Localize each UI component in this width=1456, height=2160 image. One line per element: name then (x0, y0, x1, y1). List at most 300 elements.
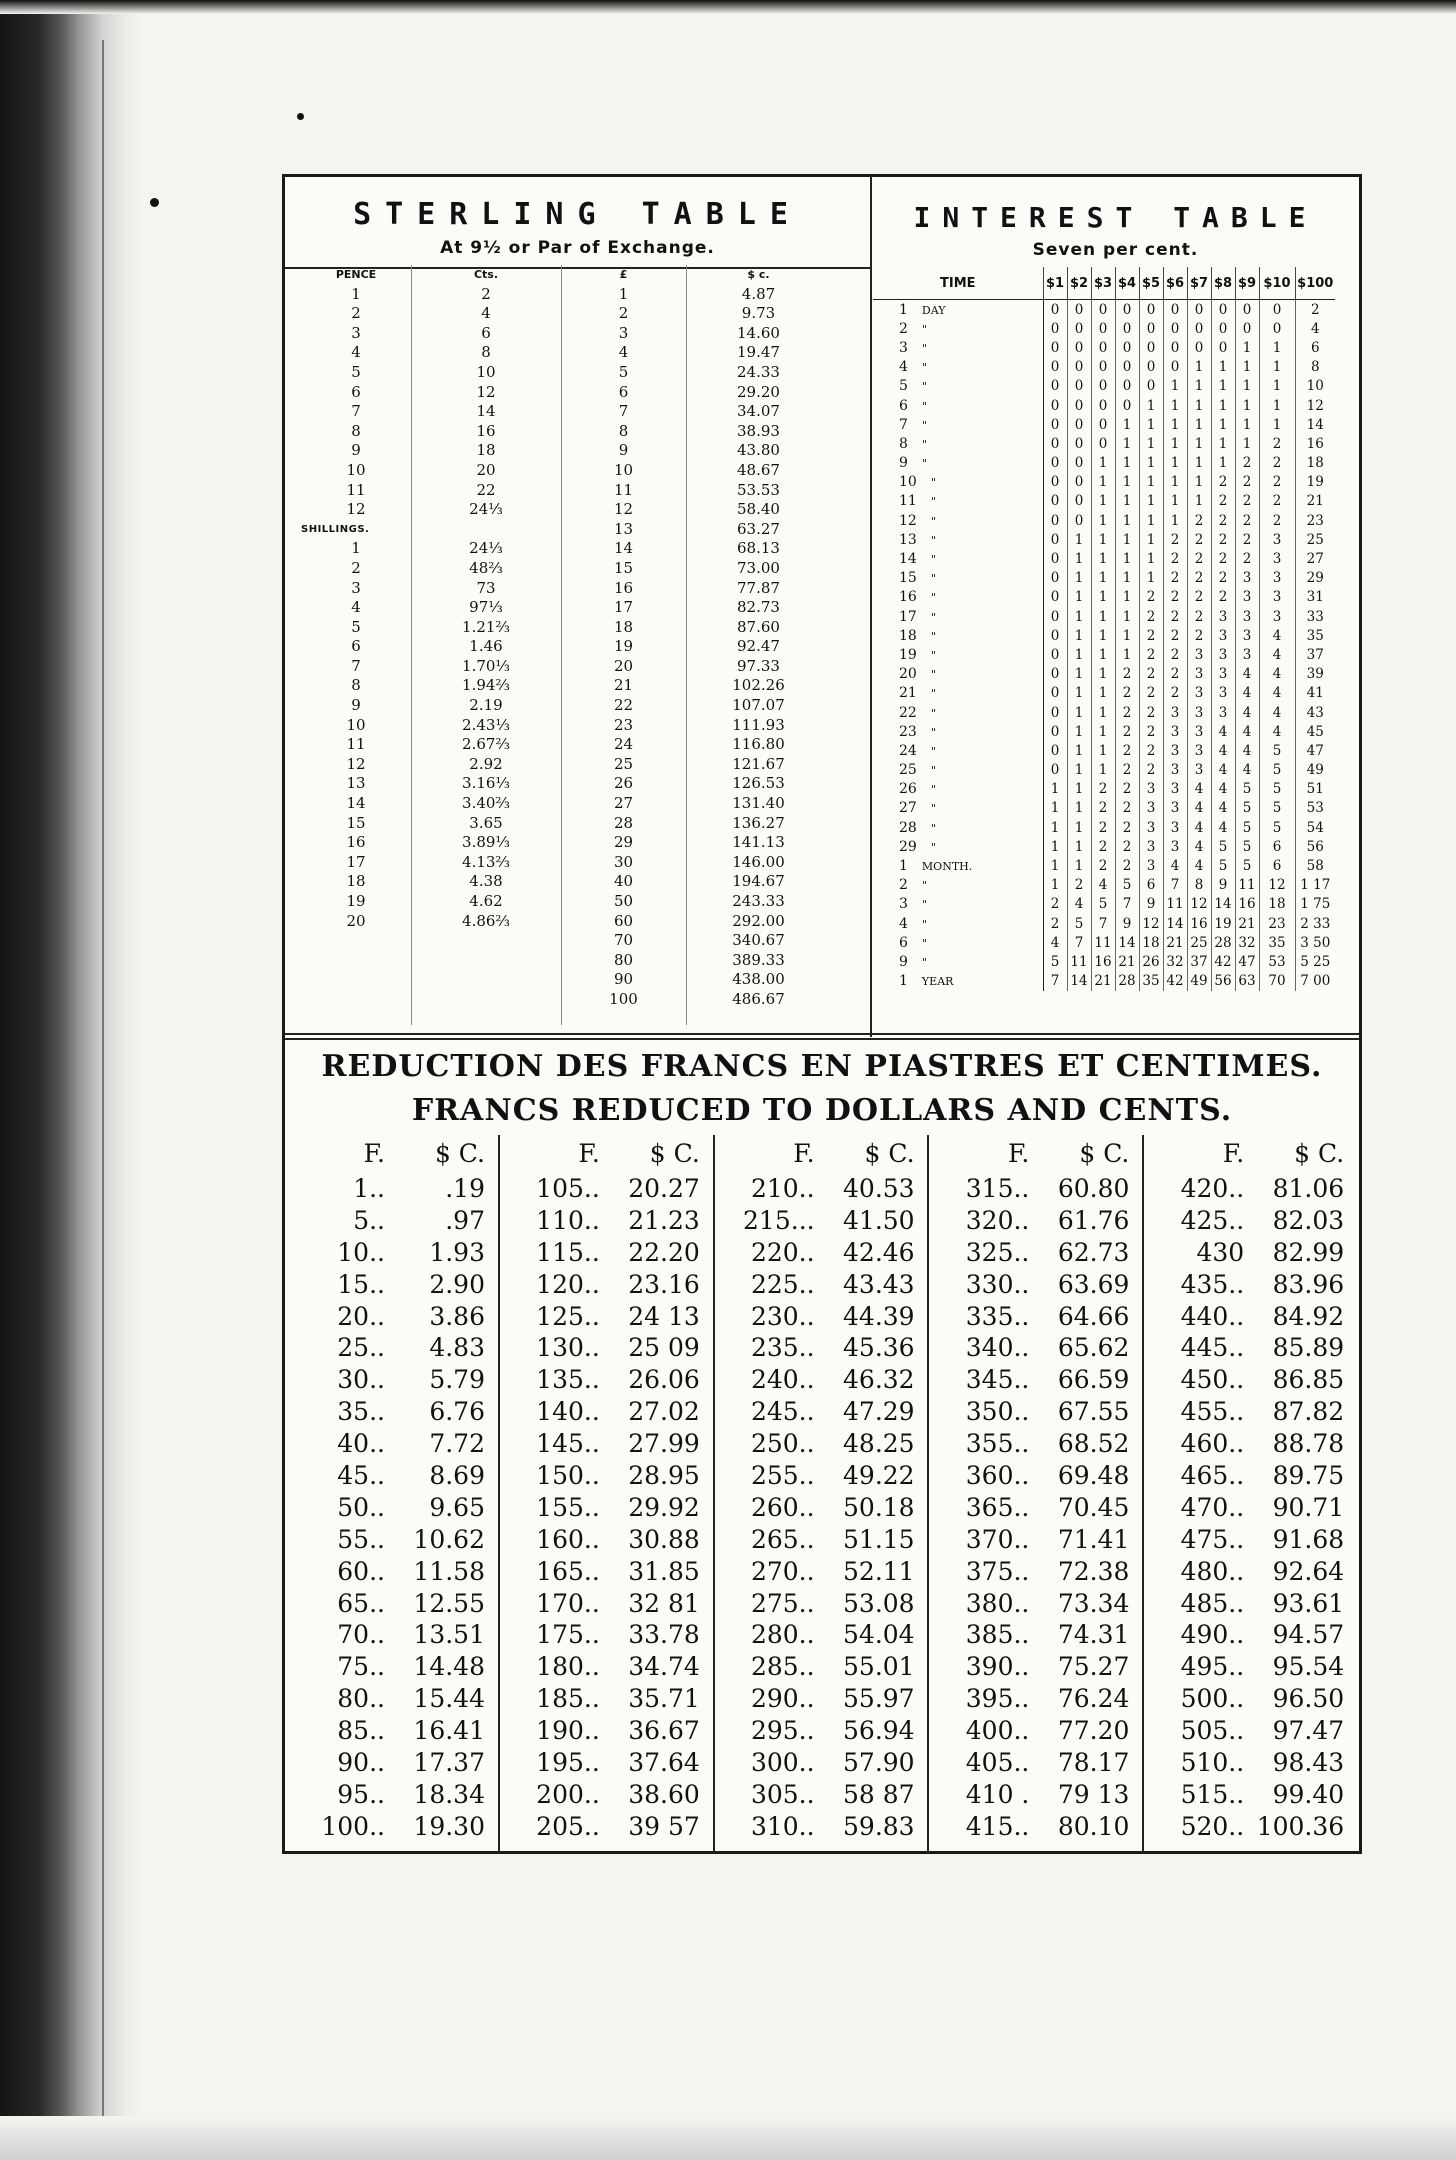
time-cell (873, 300, 1043, 320)
francs-value: 435.. (1180, 1269, 1245, 1299)
interest-value: 5 (1067, 914, 1091, 933)
pounds-column (561, 265, 687, 1025)
dollars-value: 98.43 (1272, 1748, 1345, 1778)
cents-cell: 97⅓ (469, 598, 503, 617)
interest-value: 53 (1259, 952, 1295, 971)
interest-value: 3 (1163, 799, 1187, 818)
dollars-value: 49.22 (843, 1461, 915, 1491)
francs-row (929, 1237, 1142, 1269)
interest-value: 1 (1043, 837, 1067, 856)
interest-value: 1 (1115, 569, 1139, 588)
francs-row (1144, 1205, 1359, 1237)
time-cell (873, 799, 1043, 818)
interest-value: 1 (1139, 530, 1163, 549)
interest-value: 6 (1310, 339, 1320, 356)
francs-row (715, 1269, 928, 1301)
interest-value: 1 (1187, 377, 1211, 396)
time-number: 12 (899, 512, 917, 529)
dollars-column (686, 265, 831, 1025)
francs-row (500, 1301, 713, 1333)
dollars-value: 27.99 (628, 1429, 700, 1459)
francs-value: 275.. (750, 1588, 815, 1618)
interest-value: 2 (1139, 665, 1163, 684)
dollars-value: 39 57 (628, 1811, 700, 1841)
interest-value: 1 (1115, 626, 1139, 645)
interest-value: 1 (1235, 358, 1259, 377)
time-cell (873, 626, 1043, 645)
dollars-cell: 97.33 (737, 656, 780, 675)
interest-value: 7 (1163, 876, 1187, 895)
francs-value: 195.. (536, 1748, 600, 1778)
interest-value: 0 (1043, 530, 1067, 549)
interest-value: 2 (1163, 588, 1187, 607)
cents-cell: 6 (481, 323, 491, 342)
pounds-cell: 15 (613, 558, 634, 577)
interest-value: 0 (1043, 607, 1067, 626)
time-unit: " (930, 840, 936, 854)
pence-shillings-column (301, 265, 412, 1025)
interest-value: 14 (1067, 972, 1091, 991)
interest-value: 4 (1259, 665, 1295, 684)
interest-value: 1 (1139, 473, 1163, 492)
francs-value: 300.. (750, 1748, 815, 1778)
time-unit: " (930, 629, 936, 643)
interest-value: 1 (1139, 396, 1163, 415)
cents-cell: 2.43⅓ (462, 715, 510, 734)
interest-value: 1 (1163, 434, 1187, 453)
interest-value: 2 (1139, 703, 1163, 722)
amount-header: $2 (1067, 267, 1091, 300)
dollars-value: 78.17 (1057, 1748, 1130, 1778)
dollars-value: 79 13 (1057, 1779, 1130, 1809)
amount-header: $10 (1259, 267, 1295, 300)
pounds-cell: 24 (613, 735, 634, 754)
dollars-value: 7.72 (429, 1429, 485, 1459)
interest-value: 0 (1091, 396, 1115, 415)
francs-value: 405.. (965, 1748, 1030, 1778)
dollars-value: 53.08 (843, 1588, 915, 1618)
interest-value: 1 (1067, 722, 1091, 741)
interest-value: 2 (1115, 684, 1139, 703)
francs-row (285, 1205, 498, 1237)
interest-value: 7 (1091, 914, 1115, 933)
interest-value: 0 (1091, 434, 1115, 453)
interest-value: 7 (1115, 895, 1139, 914)
pence-cell: 19 (346, 892, 366, 910)
time-number: 13 (899, 531, 917, 548)
time-number: 10 (899, 474, 917, 491)
francs-value: 415.. (965, 1811, 1030, 1841)
time-number: 3 (899, 339, 908, 356)
interest-value: 1 (1115, 511, 1139, 530)
interest-value: 0 (1043, 722, 1067, 741)
interest-value: 2 (1187, 626, 1211, 645)
francs-header-row (715, 1135, 928, 1173)
francs-value: 315.. (965, 1174, 1030, 1203)
interest-value: 1 (1163, 396, 1187, 415)
dollars-value: 89.75 (1272, 1461, 1345, 1491)
interest-value: 5 (1091, 895, 1115, 914)
interest-value: 1 17 (1300, 877, 1331, 894)
interest-value: 0 (1139, 358, 1163, 377)
interest-value: 0 (1043, 665, 1067, 684)
pounds-cell: 11 (613, 480, 634, 499)
francs-row (500, 1811, 713, 1843)
francs-value: 250.. (750, 1429, 815, 1459)
interest-value: 0 (1067, 492, 1091, 511)
interest-value: 35 (1259, 933, 1295, 952)
francs-value: 60.. (337, 1556, 385, 1586)
pence-cell: 4 (351, 598, 361, 617)
dollars-value: 17.37 (413, 1748, 485, 1778)
interest-value: 2 (1310, 301, 1320, 318)
interest-value: 3 (1163, 761, 1187, 780)
interest-value: 4 (1235, 761, 1259, 780)
dollars-value: 19.30 (413, 1811, 485, 1841)
interest-value: 2 (1187, 569, 1211, 588)
interest-row (873, 933, 1335, 952)
francs-row (285, 1460, 498, 1492)
amount-header: $6 (1163, 267, 1187, 300)
interest-value: 1 (1115, 530, 1139, 549)
interest-value: 2 33 (1300, 915, 1331, 932)
francs-value: 285.. (750, 1652, 815, 1682)
francs-row (929, 1428, 1142, 1460)
francs-row (715, 1779, 928, 1811)
francs-value: 45.. (337, 1461, 385, 1491)
francs-row (715, 1683, 928, 1715)
amount-header: $9 (1235, 267, 1259, 300)
sterling-table (301, 265, 861, 1025)
time-cell (873, 837, 1043, 856)
interest-value: 21 (1235, 914, 1259, 933)
francs-row (929, 1332, 1142, 1364)
francs-row (715, 1396, 928, 1428)
time-number: 23 (899, 723, 917, 740)
interest-value: 4 (1211, 780, 1235, 799)
dollars-value: 26.06 (628, 1365, 700, 1395)
francs-value: 185.. (536, 1684, 600, 1714)
interest-value: 1 (1091, 761, 1115, 780)
francs-value: 10.. (337, 1237, 385, 1267)
interest-value: 49 (1187, 972, 1211, 991)
francs-value: 245.. (750, 1397, 815, 1427)
francs-value: 5.. (353, 1205, 385, 1235)
dollars-value: 6.76 (429, 1397, 485, 1427)
interest-row (873, 876, 1335, 895)
interest-value: 0 (1067, 454, 1091, 473)
interest-value: 0 (1067, 377, 1091, 396)
francs-row (285, 1747, 498, 1779)
interest-value: 1 (1067, 837, 1091, 856)
interest-value: 2 (1115, 761, 1139, 780)
dollars-value: 74.31 (1057, 1620, 1130, 1650)
time-number: 2 (899, 320, 908, 337)
interest-value: 1 (1091, 511, 1115, 530)
interest-value: 1 (1091, 530, 1115, 549)
dollars-value: 94.57 (1272, 1620, 1345, 1650)
interest-value: 2 (1043, 895, 1067, 914)
interest-value: 7 00 (1300, 973, 1331, 990)
interest-row (873, 511, 1335, 530)
francs-value: 125.. (536, 1301, 600, 1331)
interest-value: 1 (1115, 549, 1139, 568)
pounds-cell: 28 (613, 813, 634, 832)
interest-value: 45 (1306, 723, 1324, 740)
interest-value: 11 (1163, 895, 1187, 914)
francs-row (1144, 1364, 1359, 1396)
interest-value: 9 (1139, 895, 1163, 914)
time-number: 14 (899, 551, 917, 568)
interest-value: 3 (1187, 741, 1211, 760)
interest-value: 2 (1259, 511, 1295, 530)
cents-cell: 4.38 (469, 872, 503, 891)
interest-value: 47 (1306, 742, 1324, 759)
interest-value: 0 (1043, 454, 1067, 473)
dollars-value: 97.47 (1272, 1716, 1345, 1746)
time-number: 18 (899, 627, 917, 644)
interest-value: 2 (1163, 530, 1187, 549)
interest-value: 3 (1235, 569, 1259, 588)
time-cell (873, 645, 1043, 664)
francs-value: 170.. (536, 1588, 600, 1618)
interest-value: 2 (1211, 530, 1235, 549)
francs-value: 390.. (965, 1652, 1030, 1682)
interest-row (873, 684, 1335, 703)
dollars-value: 34.74 (628, 1652, 700, 1682)
interest-value: 1 (1163, 415, 1187, 434)
dollars-value: 14.48 (413, 1652, 485, 1682)
interest-value: 2 (1163, 549, 1187, 568)
cents-cell: 2.92 (469, 754, 503, 773)
interest-value: 10 (1306, 378, 1324, 395)
francs-row (500, 1205, 713, 1237)
reduction-title-english: FRANCS REDUCED TO DOLLARS AND CENTS. (411, 1093, 1233, 1128)
francs-value: 120.. (536, 1269, 600, 1299)
time-cell (873, 741, 1043, 760)
interest-value: 0 (1043, 492, 1067, 511)
dollars-value: 95.54 (1272, 1652, 1345, 1682)
cents-cell: 3.40⅔ (462, 794, 510, 813)
interest-value: 4 (1259, 684, 1295, 703)
interest-value: 4 (1235, 722, 1259, 741)
dollars-value: 1.93 (429, 1237, 485, 1267)
interest-row (873, 703, 1335, 722)
time-unit: " (921, 879, 927, 893)
interest-value: 2 (1187, 549, 1211, 568)
dollars-value: 64.66 (1057, 1301, 1130, 1331)
time-cell (873, 377, 1043, 396)
cents-cell: 73 (476, 578, 496, 597)
pence-cell: 10 (346, 715, 366, 734)
francs-row (1144, 1173, 1359, 1205)
interest-value: 21 (1115, 952, 1139, 971)
interest-value: 1 (1187, 454, 1211, 473)
interest-value: 3 (1259, 569, 1295, 588)
interest-value: 51 (1306, 781, 1324, 798)
time-unit: " (930, 687, 936, 701)
francs-value: 95.. (337, 1779, 385, 1809)
dollars-value: 25 09 (628, 1333, 700, 1363)
interest-value: 1 (1067, 549, 1091, 568)
time-unit: " (930, 648, 936, 662)
pence-cell: 13 (346, 774, 366, 793)
francs-row (285, 1619, 498, 1651)
interest-value: 2 (1235, 549, 1259, 568)
francs-row (500, 1460, 713, 1492)
interest-value: 6 (1259, 837, 1295, 856)
interest-value: 1 (1235, 434, 1259, 453)
interest-value: 0 (1091, 358, 1115, 377)
francs-row (500, 1556, 713, 1588)
cents-cell: 48⅔ (469, 558, 503, 577)
time-unit: MONTH. (921, 860, 973, 874)
time-cell (873, 473, 1043, 492)
interest-value: 2 (1259, 492, 1295, 511)
pounds-cell: 50 (613, 892, 634, 910)
francs-value: 75.. (337, 1652, 385, 1682)
interest-value: 4 (1310, 320, 1320, 337)
dollars-value: 46.32 (843, 1365, 915, 1395)
dollars-value: 55.97 (843, 1684, 915, 1714)
interest-row (873, 454, 1335, 473)
interest-value: 0 (1259, 300, 1295, 320)
cents-cell: 8 (481, 343, 491, 362)
time-number: 25 (899, 762, 917, 779)
dollars-value: 20.27 (628, 1174, 700, 1203)
francs-column (1144, 1135, 1359, 1853)
francs-header-row (500, 1135, 713, 1173)
amount-header: $3 (1091, 267, 1115, 300)
pence-cell: 11 (346, 735, 366, 754)
interest-value: 27 (1306, 551, 1324, 568)
francs-value: 475.. (1180, 1524, 1245, 1554)
dollars-value: 80.10 (1057, 1811, 1130, 1841)
interest-value: 1 (1043, 799, 1067, 818)
dollars-value: 27.02 (628, 1397, 700, 1427)
interest-value: 1 (1067, 799, 1091, 818)
time-unit: " (921, 322, 927, 336)
interest-value: 1 (1043, 780, 1067, 799)
time-unit: " (921, 936, 927, 950)
interest-value: 4 (1211, 722, 1235, 741)
interest-value: 18 (1306, 455, 1324, 472)
interest-value: 47 (1235, 952, 1259, 971)
francs-value: 30.. (337, 1365, 385, 1395)
interest-value: 0 (1115, 358, 1139, 377)
francs-row (285, 1301, 498, 1333)
dollars-cell: 24.33 (737, 362, 780, 381)
interest-value: 8 (1187, 876, 1211, 895)
dollars-value: 70.45 (1057, 1492, 1130, 1522)
pence-cell: 1 (351, 284, 361, 303)
interest-value: 23 (1306, 512, 1324, 529)
francs-row (929, 1396, 1142, 1428)
vertical-divider (870, 177, 872, 1037)
interest-value: 1 (1091, 684, 1115, 703)
cents-cell: 3.16⅓ (462, 774, 510, 793)
section-rule-1 (285, 1033, 1359, 1035)
interest-value: 4 (1211, 818, 1235, 837)
pounds-cell: 22 (613, 696, 634, 715)
interest-value: 3 (1211, 684, 1235, 703)
dollars-cell: 73.00 (737, 558, 780, 577)
francs-row (715, 1332, 928, 1364)
interest-row (873, 530, 1335, 549)
interest-value: 1 (1091, 473, 1115, 492)
interest-value: 0 (1163, 338, 1187, 357)
interest-value: 1 (1067, 530, 1091, 549)
interest-value: 1 (1115, 454, 1139, 473)
interest-value: 1 (1211, 358, 1235, 377)
francs-column (929, 1135, 1144, 1853)
cents-cell: 1.21⅔ (462, 617, 510, 636)
time-unit: " (930, 553, 936, 567)
francs-value: 400.. (965, 1716, 1030, 1746)
francs-row (500, 1588, 713, 1620)
dollars-value: 69.48 (1057, 1461, 1130, 1491)
francs-value: 260.. (750, 1492, 815, 1522)
interest-value: 11 (1067, 952, 1091, 971)
interest-value: 4 (1235, 665, 1259, 684)
interest-value: 6 (1259, 856, 1295, 875)
francs-row (1144, 1811, 1359, 1843)
interest-value: 29 (1306, 570, 1324, 587)
francs-row (285, 1779, 498, 1811)
interest-value: 0 (1043, 358, 1067, 377)
interest-value: 0 (1211, 300, 1235, 320)
pounds-cell: 25 (613, 754, 634, 773)
interest-value: 0 (1091, 377, 1115, 396)
time-number: 21 (899, 685, 917, 702)
dollars-value: 28.95 (628, 1461, 700, 1491)
dollars-cell: 48.67 (737, 460, 780, 479)
pence-cell: 10 (346, 460, 366, 479)
interest-value: 1 (1067, 645, 1091, 664)
interest-value: 35 (1306, 627, 1324, 644)
dollars-value: 73.34 (1057, 1588, 1130, 1618)
interest-value: 1 (1067, 703, 1091, 722)
dollars-header: $ C. (434, 1139, 485, 1168)
dollars-header: $ C. (649, 1139, 700, 1168)
time-unit: " (930, 495, 936, 509)
francs-value: 375.. (965, 1556, 1030, 1586)
interest-value: 2 (1163, 684, 1187, 703)
interest-value: 1 (1259, 377, 1295, 396)
time-header: TIME (873, 267, 1043, 300)
francs-row (715, 1460, 928, 1492)
francs-header: F. (363, 1139, 385, 1168)
dollars-value: 60.80 (1057, 1174, 1130, 1203)
francs-row (715, 1556, 928, 1588)
francs-value: 450.. (1180, 1365, 1245, 1395)
francs-value: 330.. (965, 1269, 1030, 1299)
francs-row (929, 1205, 1142, 1237)
francs-table (285, 1135, 1359, 1853)
time-cell (873, 569, 1043, 588)
dollars-cell: 340.67 (732, 931, 785, 950)
amount-header: $1 (1043, 267, 1067, 300)
cents-cell: 1.70⅓ (462, 656, 510, 675)
francs-row (500, 1173, 713, 1205)
time-unit: " (930, 610, 936, 624)
interest-value: 2 (1139, 684, 1163, 703)
dollars-value: 16.41 (413, 1716, 485, 1746)
reduction-title-french: REDUCTION DES FRANCS EN PIASTRES ET CENTIMES. (321, 1049, 1323, 1084)
pence-cell: 12 (346, 500, 366, 519)
pence-cell: 7 (351, 402, 361, 421)
dollars-value: 65.62 (1057, 1333, 1130, 1363)
